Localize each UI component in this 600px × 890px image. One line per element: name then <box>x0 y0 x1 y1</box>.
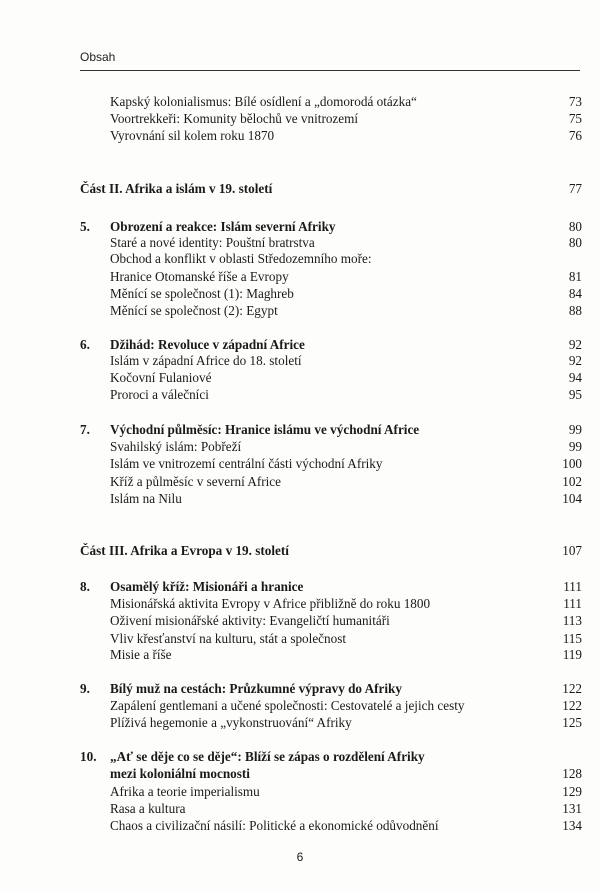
toc-part <box>80 180 582 197</box>
toc-title: Měnící se společnost (2): Egypt <box>110 303 278 318</box>
toc-entry <box>110 110 582 127</box>
chapter-number: 5. <box>80 219 90 234</box>
toc-title: Svahilský islám: Pobřeží <box>110 439 242 454</box>
toc-entry <box>110 302 582 319</box>
toc-page-number: 131 <box>562 801 582 816</box>
toc-title: Islám ve vnitrozemí centrální části východní Afriky <box>110 456 383 471</box>
toc-page-number: 77 <box>568 181 582 196</box>
toc-page-number: 95 <box>568 387 582 402</box>
header-rule <box>80 70 580 71</box>
toc-entry <box>110 352 582 369</box>
toc-chapter <box>80 765 582 782</box>
toc-entry <box>110 127 582 144</box>
page-number: 6 <box>296 850 304 864</box>
toc-title: Rasa a kultura <box>110 801 186 816</box>
toc-page-number: 88 <box>568 303 582 318</box>
toc-title: Misionářská aktivita Evropy v Africe přibližně do roku 1800 <box>110 596 431 611</box>
toc-page-number: 122 <box>562 698 582 713</box>
toc-entry <box>110 630 582 647</box>
toc-title: Vyrovnání sil kolem roku 1870 <box>110 128 275 143</box>
toc-page-number: 92 <box>568 353 582 368</box>
toc-title: Část III. Afrika a Evropa v 19. století <box>80 543 289 558</box>
toc-title: Východní půlměsíc: Hranice islámu ve východní Africe <box>110 422 420 437</box>
toc-entry <box>110 234 582 251</box>
toc-title: Osamělý kříž: Misionáři a hranice <box>110 579 304 594</box>
toc-page-number: 80 <box>568 235 582 250</box>
toc-title: Obchod a konflikt v oblasti Středozemního moře: <box>110 251 372 266</box>
toc-page-number: 99 <box>568 439 582 454</box>
toc-entry <box>110 285 582 302</box>
toc-page-number: 102 <box>562 474 582 489</box>
toc-entry <box>110 386 582 403</box>
toc-entry <box>110 490 582 507</box>
toc-page-number: 125 <box>562 715 582 730</box>
toc-page-number: 104 <box>562 491 582 506</box>
toc-title: Část II. Afrika a islám v 19. století <box>80 181 273 196</box>
toc-title: Hranice Otomanské říše a Evropy <box>110 269 289 284</box>
toc-chapter <box>80 421 582 438</box>
toc-title: Kříž a půlměsíc v severní Africe <box>110 474 282 489</box>
toc-title: „Ať se děje co se děje“: Blíží se zápas o rozdělení Afriky <box>110 749 425 764</box>
toc-chapter <box>80 218 582 235</box>
toc-title: Islám v západní Africe do 18. století <box>110 353 302 368</box>
toc-title: Oživení misionářské aktivity: Evangeličtí humanitáři <box>110 613 390 628</box>
toc-title: Kapský kolonialismus: Bílé osídlení a „domorodá otázka“ <box>110 94 417 109</box>
toc-entry <box>110 612 582 629</box>
toc-entry <box>110 714 582 731</box>
toc-page-number: 111 <box>563 596 582 611</box>
toc-entry <box>110 646 582 663</box>
toc-title: Džihád: Revoluce v západní Africe <box>110 337 305 352</box>
toc-entry <box>110 268 582 285</box>
toc-title: Vliv křesťanství na kulturu, stát a společnost <box>110 631 347 646</box>
toc-chapter <box>80 578 582 595</box>
toc-entry <box>110 697 582 714</box>
toc-page-number: 115 <box>562 631 582 646</box>
chapter-number: 9. <box>80 681 90 696</box>
toc-entry <box>110 455 582 472</box>
toc-page-number: 113 <box>562 613 582 628</box>
chapter-number: 10. <box>80 749 97 764</box>
toc-title: Měnící se společnost (1): Maghreb <box>110 286 294 301</box>
running-header: Obsah <box>80 50 116 64</box>
toc-title: Islám na Nilu <box>110 491 182 506</box>
toc-title: Misie a říše <box>110 647 172 662</box>
toc-page-number: 111 <box>563 579 582 594</box>
chapter-number: 8. <box>80 579 90 594</box>
toc-title: Zapálení gentlemani a učené společnosti: Cestovatelé a jejich cesty <box>110 698 465 713</box>
toc-part <box>80 542 582 559</box>
toc-page-number: 128 <box>562 766 582 781</box>
toc-chapter <box>80 748 582 765</box>
toc-entry <box>110 438 582 455</box>
toc-title: Staré a nové identity: Pouštní bratrstva <box>110 235 315 250</box>
toc-title: Voortrekkeři: Komunity bělochů ve vnitrozemí <box>110 111 359 126</box>
toc-title: Kočovní Fulaniové <box>110 370 212 385</box>
chapter-number: 6. <box>80 337 90 352</box>
toc-page-number: 100 <box>562 456 582 471</box>
toc-entry <box>110 369 582 386</box>
toc-page-number: 80 <box>568 219 582 234</box>
toc-entry <box>110 783 582 800</box>
toc-page-number: 134 <box>562 818 582 833</box>
toc-entry <box>110 800 582 817</box>
toc-entry <box>110 595 582 612</box>
toc-entry <box>110 817 582 834</box>
toc-title: mezi koloniální mocnosti <box>110 766 250 781</box>
toc-page-number: 92 <box>568 337 582 352</box>
toc-entry <box>110 250 582 267</box>
toc-page-number: 99 <box>568 422 582 437</box>
toc-entry <box>110 473 582 490</box>
toc-title: Plíživá hegemonie a „vykonstruování“ Afriky <box>110 715 352 730</box>
toc-page-number: 75 <box>568 111 582 126</box>
toc-title: Obrození a reakce: Islám severní Afriky <box>110 219 336 234</box>
toc-page-number: 107 <box>562 543 582 558</box>
toc-page-number: 73 <box>568 94 582 109</box>
toc-title: Afrika a teorie imperialismu <box>110 784 260 799</box>
toc-page-number: 81 <box>568 269 582 284</box>
toc-title: Bílý muž na cestách: Průzkumné výpravy do Afriky <box>110 681 402 696</box>
toc-page-number: 119 <box>562 647 582 662</box>
toc-chapter <box>80 336 582 353</box>
toc-entry <box>110 93 582 110</box>
toc-chapter <box>80 680 582 697</box>
chapter-number: 7. <box>80 422 90 437</box>
toc-page-number: 129 <box>562 784 582 799</box>
toc-page-number: 122 <box>562 681 582 696</box>
toc-page-number: 84 <box>568 286 582 301</box>
toc-title: Chaos a civilizační násilí: Politické a ekonomické odůvodnění <box>110 818 439 833</box>
toc-page-number: 94 <box>568 370 582 385</box>
toc-page-number: 76 <box>568 128 582 143</box>
toc-title: Proroci a válečníci <box>110 387 209 402</box>
